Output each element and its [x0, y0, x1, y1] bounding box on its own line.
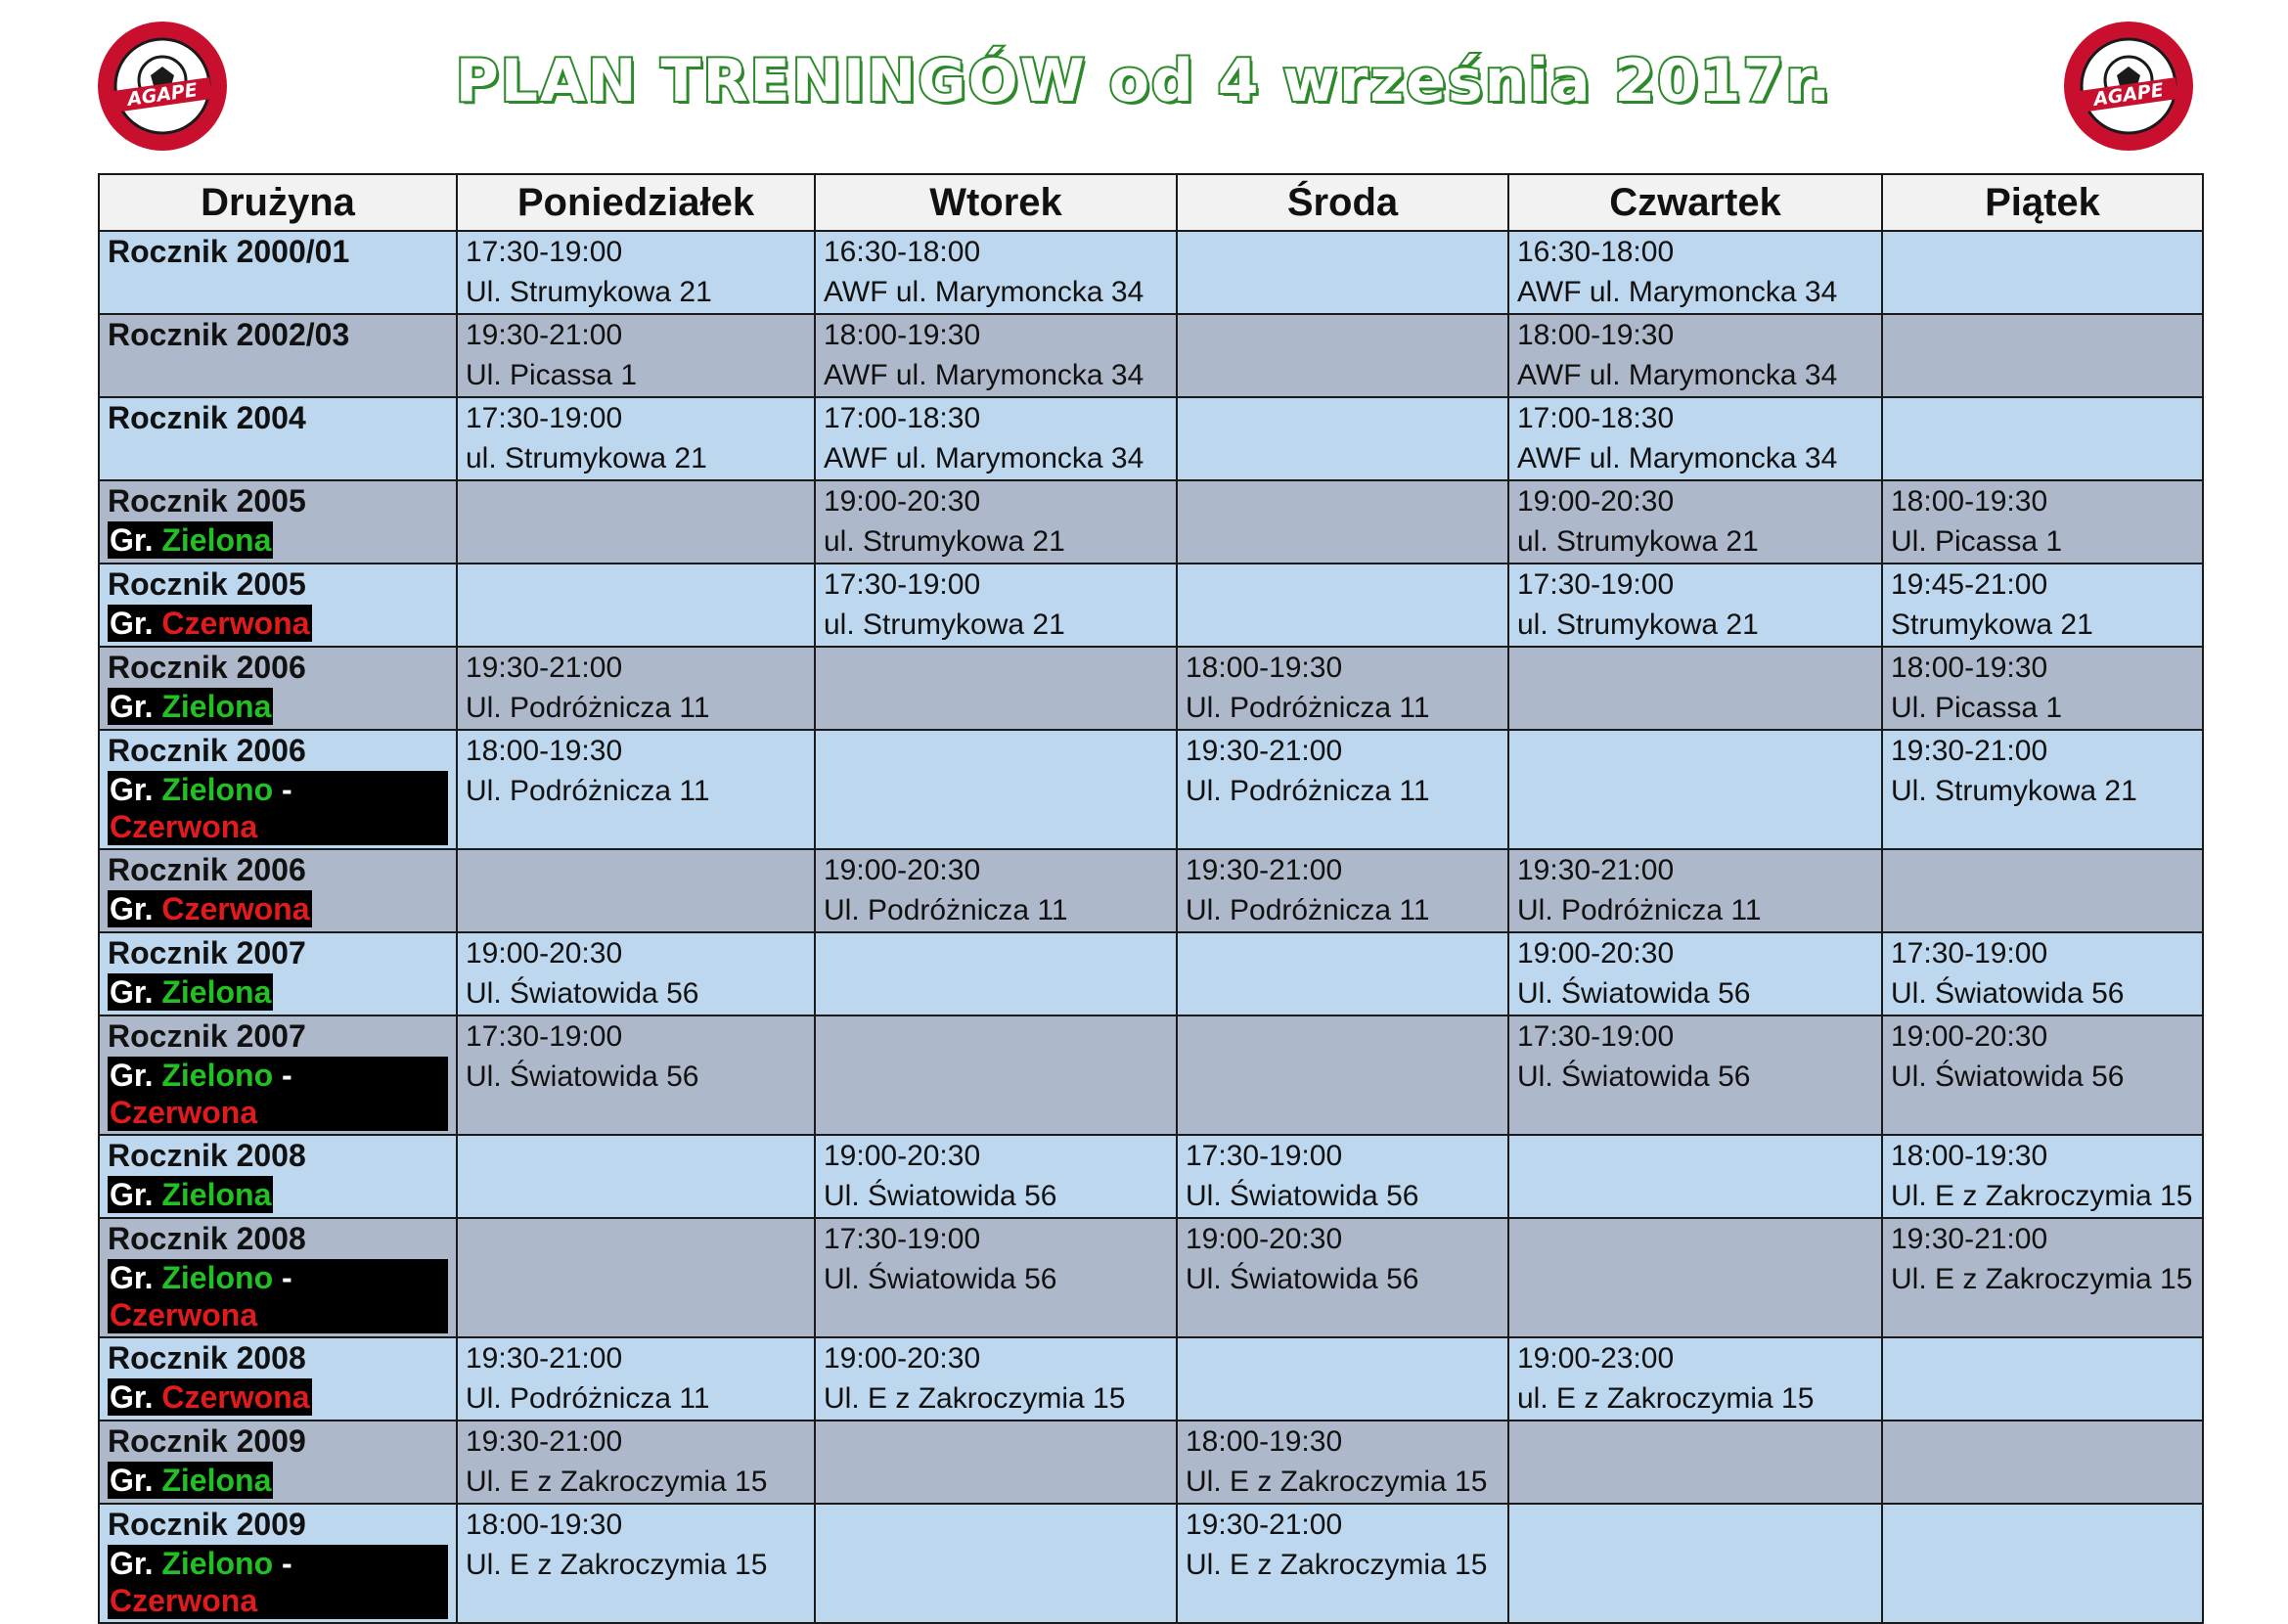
training-time: 18:00-19:30 [824, 319, 981, 351]
training-location: Ul. Podróżnicza 11 [824, 894, 1068, 926]
group-badge [108, 1545, 448, 1619]
group-name-part: - [273, 1546, 292, 1581]
group-name-part: Czerwona [110, 1583, 258, 1618]
table-row [99, 1337, 2203, 1421]
schedule-cell-monday [457, 1135, 815, 1218]
schedule-cell-tuesday [815, 1421, 1177, 1504]
schedule-cell-wednesday [1177, 1218, 1508, 1337]
schedule-cell-friday [1882, 1337, 2203, 1421]
schedule-cell-tuesday [815, 564, 1177, 647]
schedule-cell-friday [1882, 932, 2203, 1015]
schedule-cell-friday [1882, 1421, 2203, 1504]
training-location: Ul. Podróżnicza 11 [1186, 894, 1430, 926]
training-location: Ul. Światowida 56 [1186, 1263, 1419, 1295]
schedule-cell-tuesday [815, 1337, 1177, 1421]
group-prefix: Gr. [110, 772, 154, 807]
team-name: Rocznik 2008 [108, 1340, 306, 1376]
schedule-cell-wednesday [1177, 1421, 1508, 1504]
schedule-cell-monday [457, 480, 815, 564]
training-location: Ul. Podróżnicza 11 [466, 692, 710, 724]
schedule-cell-wednesday [1177, 397, 1508, 480]
training-location: Ul. Podróżnicza 11 [1517, 894, 1762, 926]
group-badge [108, 1057, 448, 1131]
group-name-part: Czerwona [161, 606, 310, 641]
schedule-cell-monday [457, 849, 815, 932]
team-name: Rocznik 2005 [108, 566, 306, 602]
training-location: Ul. Podróżnicza 11 [1186, 692, 1430, 724]
group-name-part: Zielona [161, 1463, 272, 1498]
training-time: 18:00-19:30 [1891, 485, 2048, 518]
group-prefix: Gr. [110, 1177, 154, 1212]
schedule-cell-thursday [1508, 1218, 1882, 1337]
training-time: 19:30-21:00 [466, 1425, 623, 1458]
training-time: 17:30-19:00 [824, 1223, 981, 1255]
group-name-part: Zielono [161, 1260, 274, 1295]
schedule-cell-tuesday [815, 647, 1177, 730]
training-location: Ul. Światowida 56 [1517, 1060, 1751, 1093]
table-row [99, 932, 2203, 1015]
schedule-cell-wednesday [1177, 849, 1508, 932]
training-time: 16:30-18:00 [1517, 236, 1675, 268]
group-badge [108, 1462, 273, 1499]
schedule-cell-thursday [1508, 1015, 1882, 1135]
training-location: Ul. Światowida 56 [1186, 1180, 1419, 1212]
schedule-cell-monday [457, 564, 815, 647]
schedule-cell-wednesday [1177, 730, 1508, 849]
training-location: Ul. E z Zakroczymia 15 [466, 1549, 768, 1581]
header-thursday: Czwartek [1508, 174, 1882, 231]
schedule-cell-wednesday [1177, 231, 1508, 314]
training-location: AWF ul. Marymoncka 34 [824, 359, 1144, 391]
group-name-part: Czerwona [110, 1095, 258, 1130]
schedule-cell-friday [1882, 480, 2203, 564]
schedule-cell-monday [457, 1504, 815, 1623]
training-time: 18:00-19:30 [466, 1509, 623, 1541]
schedule-cell-monday [457, 647, 815, 730]
training-location: Ul. Picassa 1 [466, 359, 638, 391]
training-time: 19:00-20:30 [1517, 937, 1675, 970]
schedule-cell-friday [1882, 1218, 2203, 1337]
training-location: Ul. Podróżnicza 11 [466, 1382, 710, 1415]
training-location: Ul. Strumykowa 21 [1891, 775, 2137, 807]
training-time: 19:00-20:30 [1186, 1223, 1343, 1255]
training-time: 18:00-19:30 [466, 735, 623, 767]
schedule-cell-thursday [1508, 564, 1882, 647]
schedule-cell-tuesday [815, 314, 1177, 397]
team-cell [99, 849, 457, 932]
table-row [99, 564, 2203, 647]
team-cell [99, 647, 457, 730]
team-name: Rocznik 2008 [108, 1138, 306, 1173]
group-name-part: - [273, 1260, 292, 1295]
schedule-cell-friday [1882, 314, 2203, 397]
team-cell [99, 1218, 457, 1337]
table-row [99, 231, 2203, 314]
team-cell [99, 932, 457, 1015]
table-row [99, 1218, 2203, 1337]
group-prefix: Gr. [110, 689, 154, 724]
schedule-cell-wednesday [1177, 480, 1508, 564]
schedule-cell-friday [1882, 647, 2203, 730]
team-name: Rocznik 2008 [108, 1221, 306, 1256]
team-cell [99, 231, 457, 314]
training-location: AWF ul. Marymoncka 34 [824, 276, 1144, 308]
training-location: ul. E z Zakroczymia 15 [1517, 1382, 1815, 1415]
training-time: 18:00-19:30 [1891, 652, 2048, 684]
training-time: 19:30-21:00 [1517, 854, 1675, 886]
training-time: 17:30-19:00 [1517, 1020, 1675, 1053]
header-friday: Piątek [1882, 174, 2203, 231]
team-cell [99, 1421, 457, 1504]
training-location: AWF ul. Marymoncka 34 [1517, 276, 1838, 308]
training-schedule-table [98, 173, 2204, 1624]
group-prefix: Gr. [110, 1463, 154, 1498]
team-cell [99, 314, 457, 397]
table-row [99, 1135, 2203, 1218]
group-name-part: Czerwona [161, 891, 310, 926]
training-time: 19:30-21:00 [1186, 735, 1343, 767]
training-location: ul. Strumykowa 21 [1517, 609, 1759, 641]
group-name-part: Zielono [161, 772, 274, 807]
training-location: AWF ul. Marymoncka 34 [824, 442, 1144, 474]
training-time: 19:00-20:30 [466, 937, 623, 970]
group-badge [108, 890, 312, 927]
training-time: 17:00-18:30 [824, 402, 981, 434]
training-time: 18:00-19:30 [1891, 1140, 2048, 1172]
group-name-part: Zielono [161, 1058, 274, 1093]
schedule-cell-thursday [1508, 849, 1882, 932]
training-location: Strumykowa 21 [1891, 609, 2093, 641]
training-location: Ul. Światowida 56 [1891, 977, 2125, 1010]
training-time: 19:30-21:00 [1891, 1223, 2048, 1255]
training-location: AWF ul. Marymoncka 34 [1517, 442, 1838, 474]
training-location: Ul. E z Zakroczymia 15 [466, 1466, 768, 1498]
training-location: ul. Strumykowa 21 [466, 442, 707, 474]
training-location: Ul. E z Zakroczymia 15 [1891, 1180, 2193, 1212]
schedule-cell-friday [1882, 231, 2203, 314]
training-time: 19:00-20:30 [824, 1140, 981, 1172]
team-name: Rocznik 2009 [108, 1423, 306, 1459]
training-location: Ul. Światowida 56 [1891, 1060, 2125, 1093]
team-name: Rocznik 2007 [108, 935, 306, 970]
header-team: Drużyna [99, 174, 457, 231]
team-cell [99, 564, 457, 647]
schedule-cell-thursday [1508, 397, 1882, 480]
training-location: Ul. Światowida 56 [824, 1180, 1057, 1212]
schedule-cell-thursday [1508, 1421, 1882, 1504]
training-location: Ul. E z Zakroczymia 15 [1186, 1549, 1488, 1581]
training-time: 18:00-19:30 [1517, 319, 1675, 351]
schedule-cell-wednesday [1177, 564, 1508, 647]
training-location: Ul. Podróżnicza 11 [466, 775, 710, 807]
schedule-cell-wednesday [1177, 1337, 1508, 1421]
table-row [99, 1015, 2203, 1135]
schedule-cell-wednesday [1177, 1015, 1508, 1135]
group-badge [108, 688, 273, 725]
table-row [99, 647, 2203, 730]
training-time: 17:30-19:00 [1891, 937, 2048, 970]
schedule-cell-thursday [1508, 1504, 1882, 1623]
schedule-cell-friday [1882, 564, 2203, 647]
group-badge [108, 1259, 448, 1333]
group-badge [108, 1378, 312, 1416]
training-location: Ul. E z Zakroczymia 15 [1891, 1263, 2193, 1295]
group-prefix: Gr. [110, 1058, 154, 1093]
schedule-cell-wednesday [1177, 1135, 1508, 1218]
training-time: 19:00-23:00 [1517, 1342, 1675, 1375]
team-cell [99, 480, 457, 564]
group-prefix: Gr. [110, 1260, 154, 1295]
group-name-part: Zielona [161, 1177, 272, 1212]
group-prefix: Gr. [110, 606, 154, 641]
schedule-cell-tuesday [815, 1218, 1177, 1337]
schedule-cell-monday [457, 1337, 815, 1421]
training-time: 19:30-21:00 [1891, 735, 2048, 767]
training-time: 16:30-18:00 [824, 236, 981, 268]
training-location: Ul. E z Zakroczymia 15 [824, 1382, 1126, 1415]
schedule-cell-tuesday [815, 397, 1177, 480]
team-cell [99, 1504, 457, 1623]
training-time: 17:30-19:00 [466, 1020, 623, 1053]
table-row [99, 1421, 2203, 1504]
schedule-cell-monday [457, 1218, 815, 1337]
schedule-cell-thursday [1508, 1135, 1882, 1218]
training-location: Ul. E z Zakroczymia 15 [1186, 1466, 1488, 1498]
group-name-part: - [273, 1058, 292, 1093]
schedule-cell-wednesday [1177, 314, 1508, 397]
training-time: 19:00-20:30 [824, 854, 981, 886]
header-monday: Poniedziałek [457, 174, 815, 231]
schedule-cell-monday [457, 730, 815, 849]
training-location: Ul. Picassa 1 [1891, 525, 2063, 558]
group-prefix: Gr. [110, 1546, 154, 1581]
schedule-cell-friday [1882, 849, 2203, 932]
training-time: 19:30-21:00 [1186, 1509, 1343, 1541]
group-name-part: Zielona [161, 689, 272, 724]
group-name-part: Czerwona [110, 809, 258, 844]
group-badge [108, 771, 448, 845]
training-location: Ul. Światowida 56 [466, 977, 699, 1010]
table-row [99, 480, 2203, 564]
team-cell [99, 730, 457, 849]
group-name-part: Czerwona [161, 1379, 310, 1415]
training-location: Ul. Światowida 56 [824, 1263, 1057, 1295]
table-body [99, 231, 2203, 1623]
header-tuesday: Wtorek [815, 174, 1177, 231]
training-location: Ul. Strumykowa 21 [466, 276, 712, 308]
page-title: PLAN TRENINGÓW od 4 września 2017r. [455, 47, 1833, 115]
logo-main-text: AGAPE [125, 79, 200, 111]
schedule-cell-monday [457, 1015, 815, 1135]
team-name: Rocznik 2002/03 [108, 317, 350, 352]
training-time: 17:30-19:00 [1186, 1140, 1343, 1172]
schedule-cell-monday [457, 397, 815, 480]
schedule-cell-tuesday [815, 480, 1177, 564]
group-prefix: Gr. [110, 1379, 154, 1415]
team-cell [99, 1015, 457, 1135]
training-time: 18:00-19:30 [1186, 652, 1343, 684]
schedule-cell-friday [1882, 1135, 2203, 1218]
training-location: ul. Strumykowa 21 [824, 609, 1065, 641]
schedule-cell-thursday [1508, 647, 1882, 730]
table-header-row [99, 174, 2203, 231]
training-location: Ul. Światowida 56 [1517, 977, 1751, 1010]
team-cell [99, 1135, 457, 1218]
schedule-cell-tuesday [815, 932, 1177, 1015]
group-name-part: Zielona [161, 522, 272, 558]
table-row [99, 314, 2203, 397]
team-name: Rocznik 2004 [108, 400, 306, 435]
schedule-cell-friday [1882, 397, 2203, 480]
schedule-cell-monday [457, 314, 815, 397]
schedule-cell-friday [1882, 1015, 2203, 1135]
schedule-cell-tuesday [815, 849, 1177, 932]
schedule-cell-tuesday [815, 1504, 1177, 1623]
header-wednesday: Środa [1177, 174, 1508, 231]
schedule-cell-thursday [1508, 932, 1882, 1015]
group-badge [108, 1176, 273, 1213]
training-time: 17:30-19:00 [1517, 568, 1675, 601]
table-row [99, 849, 2203, 932]
team-name: Rocznik 2000/01 [108, 234, 350, 269]
training-time: 19:00-20:30 [824, 1342, 981, 1375]
training-location: Ul. Światowida 56 [466, 1060, 699, 1093]
training-time: 18:00-19:30 [1186, 1425, 1343, 1458]
schedule-cell-monday [457, 1421, 815, 1504]
schedule-cell-tuesday [815, 1135, 1177, 1218]
schedule-cell-thursday [1508, 231, 1882, 314]
schedule-cell-thursday [1508, 1337, 1882, 1421]
training-time: 19:00-20:30 [1517, 485, 1675, 518]
training-time: 19:00-20:30 [824, 485, 981, 518]
table-row [99, 730, 2203, 849]
training-time: 17:30-19:00 [824, 568, 981, 601]
team-name: Rocznik 2005 [108, 483, 306, 519]
group-name-part: Czerwona [110, 1297, 258, 1332]
training-time: 19:30-21:00 [466, 652, 623, 684]
table-row [99, 397, 2203, 480]
group-prefix: Gr. [110, 522, 154, 558]
training-time: 17:00-18:30 [1517, 402, 1675, 434]
schedule-cell-wednesday [1177, 1504, 1508, 1623]
group-name-part: - [273, 772, 292, 807]
team-name: Rocznik 2009 [108, 1507, 306, 1542]
schedule-cell-tuesday [815, 1015, 1177, 1135]
schedule-cell-friday [1882, 1504, 2203, 1623]
schedule-cell-friday [1882, 730, 2203, 849]
schedule-cell-thursday [1508, 730, 1882, 849]
group-badge [108, 605, 312, 642]
training-time: 19:30-21:00 [1186, 854, 1343, 886]
training-location: AWF ul. Marymoncka 34 [1517, 359, 1838, 391]
schedule-cell-wednesday [1177, 932, 1508, 1015]
logo-main-text: AGAPE [2091, 79, 2166, 111]
training-time: 17:30-19:00 [466, 402, 623, 434]
training-time: 19:30-21:00 [466, 319, 623, 351]
schedule-cell-monday [457, 932, 815, 1015]
team-cell [99, 397, 457, 480]
group-prefix: Gr. [110, 974, 154, 1010]
team-cell [99, 1337, 457, 1421]
team-name: Rocznik 2006 [108, 733, 306, 768]
group-badge [108, 521, 273, 559]
training-location: ul. Strumykowa 21 [1517, 525, 1759, 558]
training-time: 19:45-21:00 [1891, 568, 2048, 601]
schedule-cell-thursday [1508, 480, 1882, 564]
training-time: 19:30-21:00 [466, 1342, 623, 1375]
group-name-part: Zielono [161, 1546, 274, 1581]
schedule-cell-wednesday [1177, 647, 1508, 730]
training-location: ul. Strumykowa 21 [824, 525, 1065, 558]
team-name: Rocznik 2006 [108, 852, 306, 887]
schedule-cell-tuesday [815, 231, 1177, 314]
team-name: Rocznik 2006 [108, 650, 306, 685]
training-location: Ul. Podróżnicza 11 [1186, 775, 1430, 807]
schedule-cell-tuesday [815, 730, 1177, 849]
training-time: 17:30-19:00 [466, 236, 623, 268]
schedule-cell-monday [457, 231, 815, 314]
team-name: Rocznik 2007 [108, 1018, 306, 1054]
training-location: Ul. Picassa 1 [1891, 692, 2063, 724]
group-prefix: Gr. [110, 891, 154, 926]
table-row [99, 1504, 2203, 1623]
group-badge [108, 973, 273, 1011]
group-name-part: Zielona [161, 974, 272, 1010]
schedule-cell-thursday [1508, 314, 1882, 397]
training-time: 19:00-20:30 [1891, 1020, 2048, 1053]
